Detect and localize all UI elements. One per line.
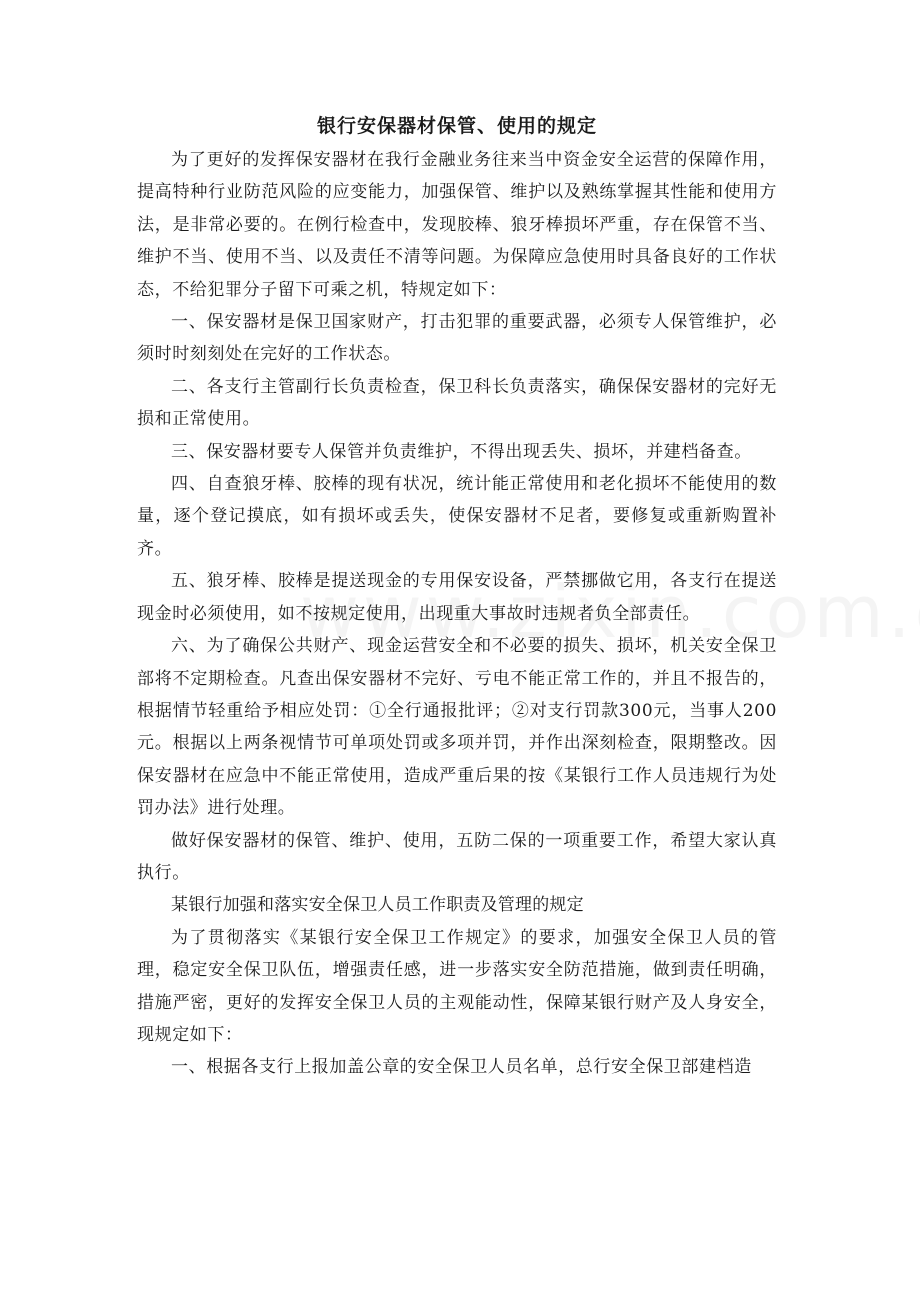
document-body [137, 110, 777, 1084]
document-title: 银行安保器材保管、使用的规定 [316, 115, 597, 137]
paragraph-rule-2: 二、各支行主管副行长负责检查，保卫科长负责落实，确保保安器材的完好无损和正常使用。 [137, 376, 777, 430]
paragraph-rule-1: 一、保安器材是保卫国家财产，打击犯罪的重要武器，必须专人保管维护，必须时时刻刻处在完好的工作状态。 [137, 312, 777, 365]
paragraph-section-intro: 为了贯彻落实《某银行安全保卫工作规定》的要求，加强安全保卫人员的管理，稳定安全保卫队伍，增强责任感，进一步落实安全防范措施，做到责任明确，措施严密，更好的发挥安全保卫人员的主观能动性，保障某银行财产及人身安全，现规定如下： [137, 927, 777, 1045]
paragraph-rule-3: 三、保安器材要专人保管并负责维护，不得出现丢失、损坏，并建档备查。 [171, 441, 752, 462]
section-heading: 某银行加强和落实安全保卫人员工作职责及管理的规定 [171, 895, 584, 916]
paragraph-rule-5: 五、狼牙棒、胶棒是提送现金的专用保安设备，严禁挪做它用，各支行在提送现金时必须使用，如不按规定使用，出现重大事故时违规者负全部责任。 [137, 571, 777, 624]
paragraph-section-rule-1: 一、根据各支行上报加盖公章的安全保卫人员名单，总行安全保卫部建档造 [171, 1057, 752, 1078]
paragraph-closing: 做好保安器材的保管、维护、使用，五防二保的一项重要工作，希望大家认真执行。 [137, 830, 777, 883]
paragraph-intro: 为了更好的发挥保安器材在我行金融业务往来当中资金安全运营的保障作用，提高特种行业防范风险的应变能力，加强保管、维护以及熟练掌握其性能和使用方法，是非常必要的。在例行检查中，发现胶棒、狼牙棒损坏严重，存在保管不当、维护不当、使用不当、以及责任不清等问题。为保障应急使用时具备良好的工作状态，不给犯罪分子留下可乘之机，特规定如下： [137, 150, 777, 300]
paragraph-rule-4: 四、自查狼牙棒、胶棒的现有状况，统计能正常使用和老化损坏不能使用的数量，逐个登记摸底，如有损坏或丢失，使保安器材不足者，要修复或重新购置补齐。 [137, 474, 777, 559]
paragraph-rule-6: 六、为了确保公共财产、现金运营安全和不必要的损失、损坏，机关安全保卫部将不定期检查。凡查出保安器材不完好、亏电不能正常工作的，并且不报告的，根据情节轻重给予相应处罚：①全行通报批评；②对支行罚款300元，当事人200元。根据以上两条视情节可单项处罚或多项并罚，并作出深刻检查，限期整改。因保安器材在应急中不能正常使用，造成严重后果的按《某银行工作人员违规行为处罚办法》进行处理。 [137, 636, 777, 819]
